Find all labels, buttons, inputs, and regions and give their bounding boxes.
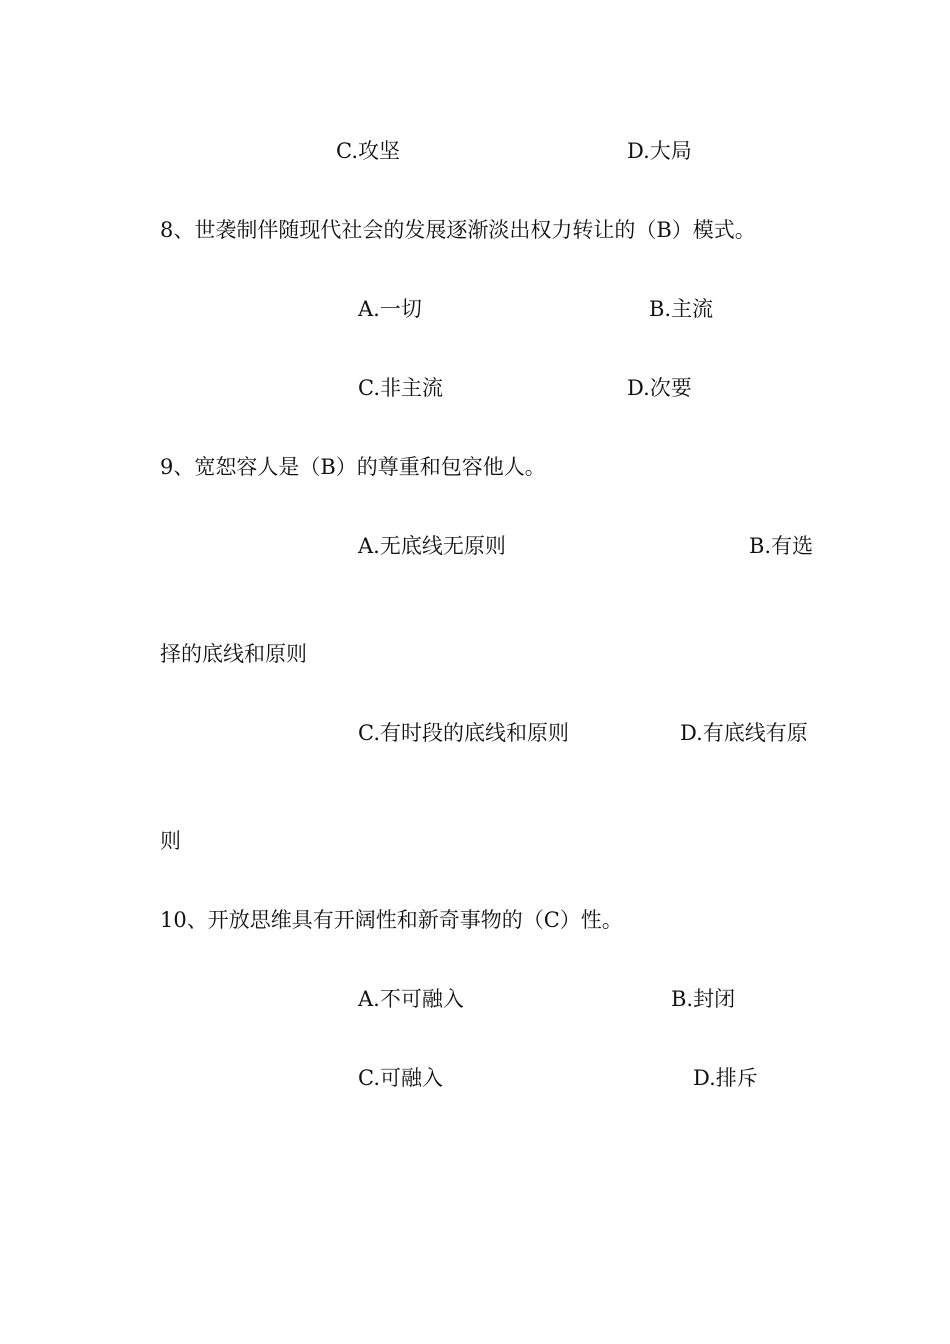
q9-option-d-part1: D.有底线有原 [680, 721, 808, 745]
q10-option-a: A.不可融入 [358, 987, 464, 1011]
q9-option-b-part1: B.有选 [749, 534, 814, 558]
q9-option-d-part2: 则 [160, 829, 181, 853]
q7-option-d: D.大局 [627, 139, 692, 163]
q8-option-a: A.一切 [358, 297, 422, 321]
q8-option-c: C.非主流 [358, 376, 443, 400]
q10-question: 10、开放思维具有开阔性和新奇事物的（C）性。 [160, 908, 623, 932]
q10-option-b: B.封闭 [671, 987, 736, 1011]
q8-option-b: B.主流 [649, 297, 714, 321]
q8-option-d: D.次要 [627, 376, 692, 400]
q10-option-d: D.排斥 [693, 1066, 758, 1090]
q9-option-c: C.有时段的底线和原则 [358, 721, 569, 745]
q10-option-c: C.可融入 [358, 1066, 443, 1090]
q9-option-a: A.无底线无原则 [358, 534, 506, 558]
q7-option-c: C.攻坚 [336, 139, 400, 163]
q9-option-b-part2: 择的底线和原则 [160, 642, 307, 666]
q8-question: 8、世袭制伴随现代社会的发展逐渐淡出权力转让的（B）模式。 [160, 218, 756, 242]
q9-question: 9、宽恕容人是（B）的尊重和包容他人。 [160, 455, 546, 479]
